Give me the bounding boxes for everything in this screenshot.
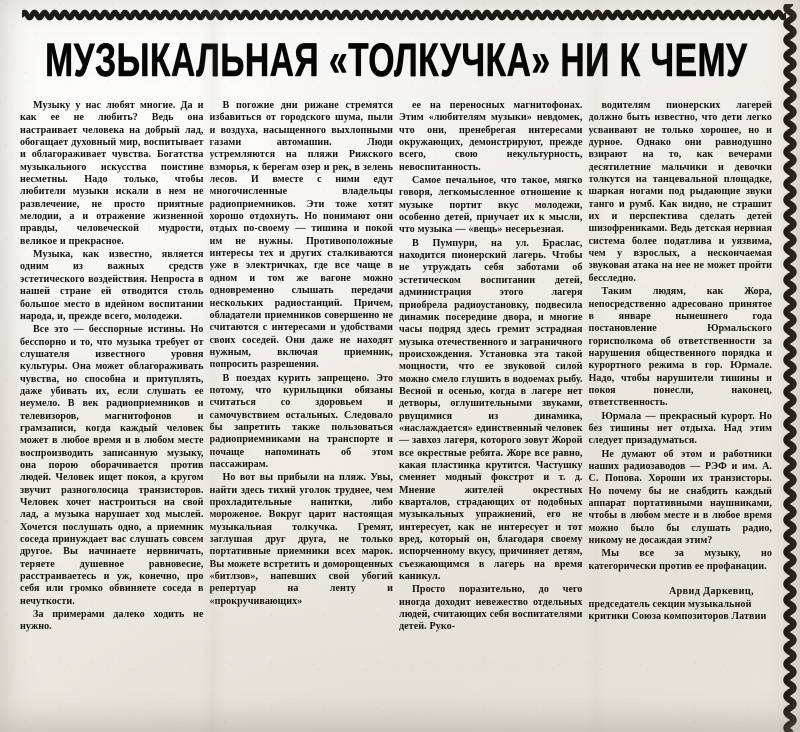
text-column-3	[399, 100, 583, 732]
paragraph: Просто поразительно, до чего иногда доходит невежество отдельных людей, считающих себя воспитателями детей. Руко-	[399, 584, 583, 633]
paragraph: Юрмала — прекрасный курорт. Но без тишины нет отдыха. Над этим следует призадуматься.	[588, 410, 772, 447]
wavy-rule-top-icon	[22, 9, 786, 21]
article-body-columns	[20, 100, 772, 732]
text-column-2	[210, 100, 394, 732]
paragraph: В поездах курить запрещено. Это потому, что курильщики обязаны считаться со здоровьем и самочувствием остальных. Следовало бы запретить также пользоваться радиоприемниками на транспорте и почаще напоминать об этом пассажирам.	[209, 372, 393, 470]
author-name: Арвид Даркевиц,	[668, 586, 754, 598]
paragraph: Музыку у нас любят многие. Да и как ее не любить? Ведь она настраивает человека на добрый лад, обогащает духовный мир, воспитывает и облагораживает чувства. Богатства музыкального искусства поистине несметны. Надо только, чтобы любители музыки искали в нем не развлечение, не просто приятные мелодии, а и отражение жизненной правды, человеческой мудрости, великое и прекрасное.	[20, 100, 204, 247]
paragraph: В погожие дни рижане стремятся избавиться от городского шума, пыли и воздуха, насыщенного выхлопными газами автомашин. Люди устремляются на пляжи Рижского взморья, к берегам озер и рек, в зелень лесов. И вместе с ними едут многочисленные владельцы радиоприемников. Эти тоже хотят хорошо отдохнуть. Но понимают они отдых по-своему — тишина и покой им не нужны. Противоположные интересы тех и других сталкиваются уже в электричках, где все чаще в одном и том же вагоне можно одновременно слышать передачи нескольких радиостанций. Причем, обладатели приемников совершенно не считаются с интересами и удобствами своих соседей. Они даже не находят нужным, включая приемник, попросить разрешения.	[209, 100, 393, 371]
paragraph: водителям пионерских лагерей должно быть известно, что дети легко усваивают не только хорошее, но и дурное. Однако они равнодушно взирают на то, как вечерами десятилетние мальчики и девочки толкутся на танцевальной площадке, шаркая ногами под рыдающие звуки танго и румб. Как видно, не страшит их и перспектива сделать детей шизофрениками. Ведь детская нервная система более податлива и уязвима, чем у взрослых, а нескончаемая звуковая атака на нее не может пройти бесследно.	[588, 100, 772, 284]
paragraph: Не думают об этом и работники наших радиозаводов — РЭФ и им. А. С. Попова. Хороши их транзисторы. Но почему бы не снабдить каждый аппарат портативными наушниками, чтобы в любом месте и в любое время можно было бы слушать радио, никому не досаждая этим?	[588, 448, 772, 547]
author-role: председатель секции музыкальной критики Союза композиторов Латвии	[588, 598, 767, 623]
paragraph: Самое печальное, что такое, мягко говоря, легкомысленное отношение к музыке портит вкус молодежи, особенно детей, приучает их к мысли, что музыка — «вещь» несерьезная.	[399, 175, 583, 236]
wavy-rule-right-icon	[782, 4, 798, 732]
paragraph: Мы все за музыку, но категорически против ее профанации.	[588, 548, 772, 572]
paragraph: Но вот вы прибыли на пляж. Увы, найти здесь тихий уголок труднее, чем прохладительные напитки, либо мороженое. Вокруг царит настоящая музыкальная толкучка. Гремят, заглушая друг друга, не только портативные приемники всех марок. Вы можете встретить и доморощенных «битлзов», напевших свой убогий репертуар на ленту и «прокручивающих»	[209, 472, 393, 607]
text-column-1	[20, 100, 204, 732]
author-signature	[589, 586, 773, 624]
paragraph: ее на переносных магнитофонах. Этим «любителям музыки» невдомек, что они, пренебрегая интересами окружающих, демонстрируют, прежде всего, свою некультурность, невоспитанность.	[399, 100, 583, 173]
paragraph: За примерами далеко ходить не нужно.	[20, 609, 204, 633]
paragraph: Музыка, как известно, является одним из важных средств эстетического воздействия. Непроста в нашей стране ей отводится столь большое место в идейном воспитании народа, и, прежде всего, молодежи.	[20, 249, 204, 322]
paragraph: Все это — бесспорные истины. Но бесспорно и то, что музыка требует от слушателя известного уровня культуры. Она может облагораживать чувства, но способна и притуплять, даже убивать их, если слушать ее неумело. В век радиоприемников и телевизоров, магнитофонов и грамзаписи, когда каждый человек может в любое время и в любом месте воспроизводить записанную музыку, она порою оборачивается против людей. Человек ищет покоя, а кругом звучит разноголосица транзисторов. Человек хочет настроиться на свой лад, а музыка нарушает ход мыслей. Хочется послушать одно, а приемник соседа принуждает вас слушать совсем другое. Вы начинаете нервничать, теряете душевное равновесие, расстраиваетесь и уж, конечно, про себя или громко обвиняете соседа в нечуткости.	[20, 324, 204, 607]
paragraph: В Пумпури, на ул. Браслас, находится пионерский лагерь. Чтобы не утруждать себя заботами об эстетическом воспитании детей, администрация этого лагеря приобрела радиоустановку, подвесила динамик посередине двора, и многие часы подряд здесь гремит эстрадная музыка отечественного и заграничного происхождения. Установка эта такой мощности, что ее звуковой силой можно смело глушить в водоемах рыбу. Весной и осенью, когда в лагере нет детворы, оглушительными звуками, рвущимися из динамика, «наслаждается» единственный человек — завхоз лагеря, которого зовут Жорой все окрестные ребята. Жоре все равно, какая пластинка крутится. Частушку сменяет модный фокстрот и т. д. Мнение жителей окрестных кварталов, страдающих от подобных музыкальных упражнений, его не интересует, как не интересует и тот вред, который он, благодаря своему испорченному вкусу, причиняет детям, съезжающимся в лагерь на время каникул.	[399, 237, 583, 583]
headline-text: МУЗЫКАЛЬНАЯ «ТОЛКУЧКА» НИ К ЧЕМУ	[44, 32, 748, 87]
paragraph: Таким людям, как Жора, непосредственно адресовано принятое в январе нынешнего года постановление Юрмальского горисполкома об ответственности за нарушения общественного порядка и курортного режима в гор. Юрмале. Надо, чтобы нарушители тишины и покоя понесли, наконец, ответственность.	[588, 286, 772, 409]
text-column-4	[589, 100, 773, 732]
article-headline	[26, 34, 766, 86]
